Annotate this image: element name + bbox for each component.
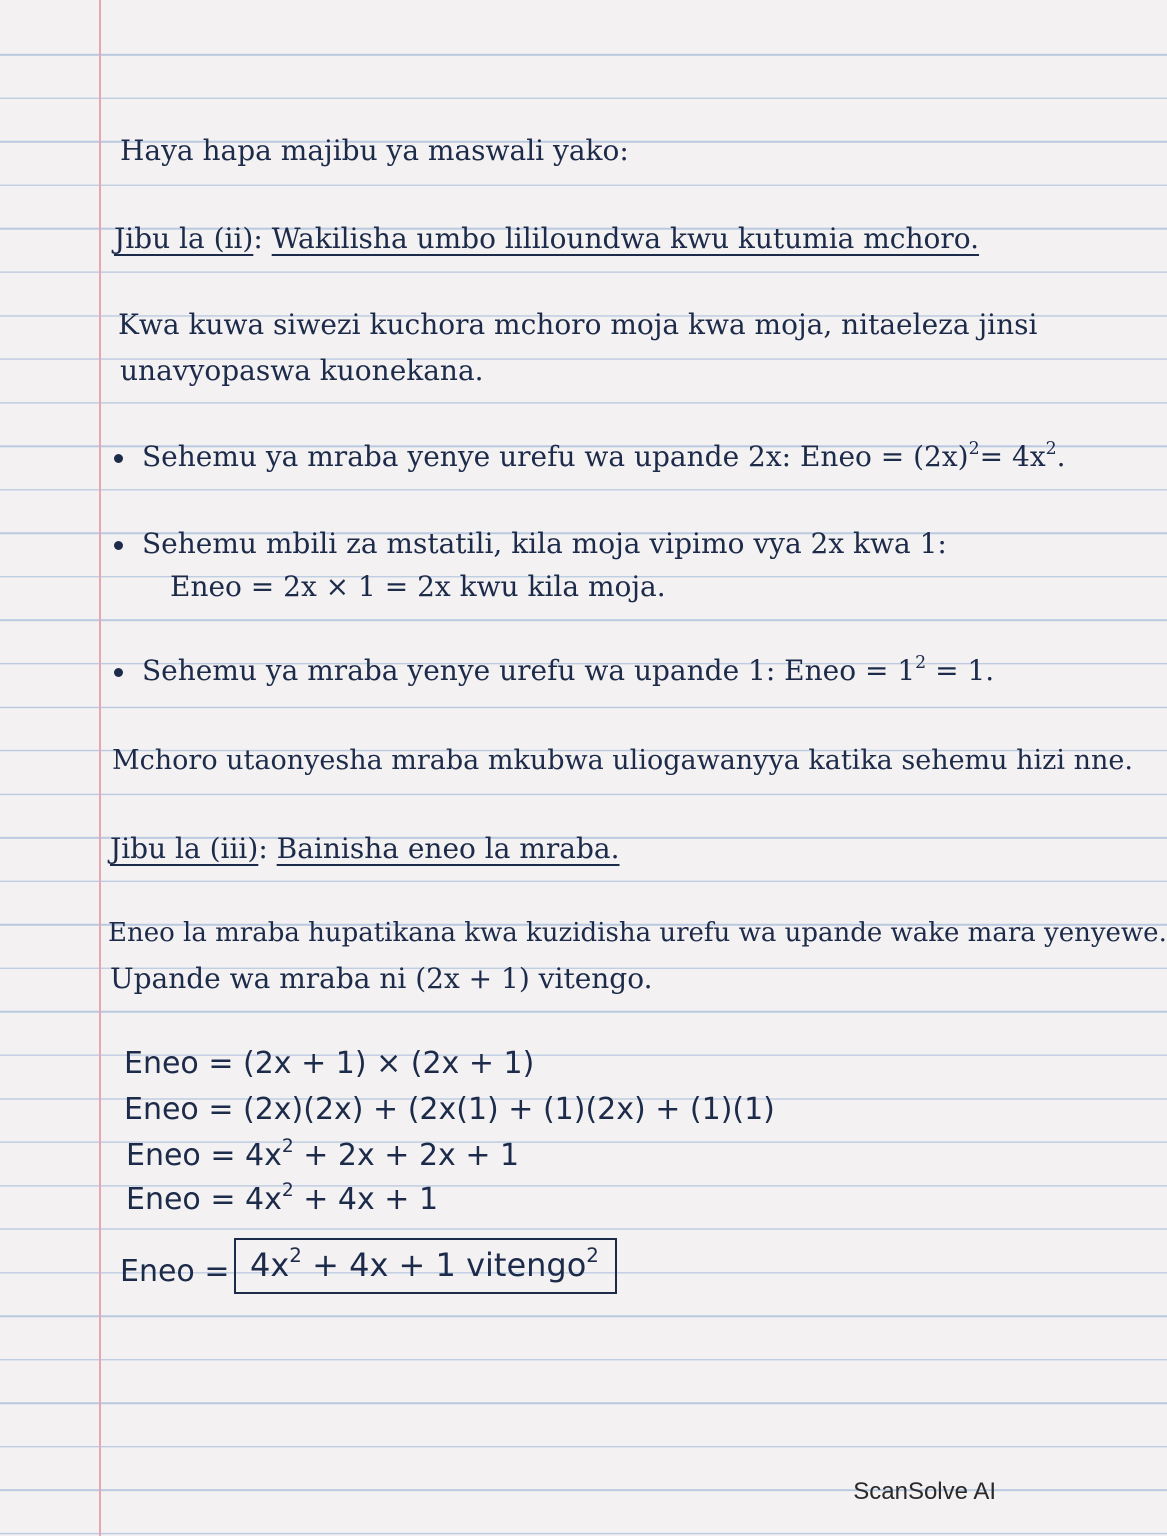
bullet-3-text — [142, 654, 994, 688]
bullet-dot-3 — [114, 668, 123, 677]
equation-step-4-rest: + 4x + 1 — [303, 1182, 439, 1217]
bullet-1-result: = 4x — [979, 440, 1046, 473]
final-answer-exponent: 2 — [289, 1244, 302, 1268]
equation-step-4-lead: Eneo = 4x — [126, 1182, 282, 1217]
answer-ii-paragraph-line1: Kwa kuwa siwezi kuchora mchoro moja kwa moja, nitaeleza jinsi — [118, 308, 1038, 341]
scansolve-watermark: ScanSolve AI — [853, 1478, 996, 1505]
bullet-3-exponent: 2 — [915, 652, 927, 673]
bullet-2-line1: Sehemu mbili za mstatili, kila moja vipimo vya 2x kwa 1: — [142, 527, 947, 560]
answer-ii-paragraph-line2: unavyopaswa kuonekana. — [120, 354, 484, 387]
bullet-3-result: = 1. — [935, 654, 995, 687]
bullet-1-main: Sehemu ya mraba yenye urefu wa upande 2x: Eneo = (2x) — [142, 440, 969, 473]
answer-ii-label: Jibu la (ii) — [114, 222, 254, 255]
intro-text: Haya hapa majibu ya maswali yako: — [120, 134, 629, 167]
notebook-margin-line — [99, 0, 101, 1536]
equation-step-4 — [126, 1179, 439, 1217]
answer-ii-title: Wakilisha umbo lililoundwa kwu kutumia mchoro. — [271, 222, 980, 255]
answer-iii-title: Bainisha eneo la mraba. — [276, 832, 620, 865]
bullet-1-text — [142, 440, 1066, 474]
answer-iii-paragraph-line1: Eneo la mraba hupatikana kwa kuzidisha urefu wa upande wake mara yenyewe. — [108, 918, 1167, 948]
final-answer-box — [234, 1238, 617, 1294]
final-answer-unit-exponent: 2 — [586, 1244, 599, 1268]
equation-step-3-rest: + 2x + 2x + 1 — [303, 1138, 520, 1173]
final-answer-lead: 4x — [250, 1246, 290, 1284]
answer-ii-colon: : — [253, 222, 272, 255]
answer-ii-heading — [114, 222, 979, 256]
equation-step-3 — [126, 1135, 520, 1173]
answer-iii-paragraph-line2: Upande wa mraba ni (2x + 1) vitengo. — [110, 962, 653, 995]
bullet-1-period: . — [1056, 440, 1066, 473]
equation-step-2: Eneo = (2x)(2x) + (2x(1) + (1)(2x) + (1)(1) — [124, 1092, 775, 1127]
equation-step-4-exponent: 2 — [281, 1179, 294, 1201]
equation-step-3-lead: Eneo = 4x — [126, 1138, 282, 1173]
equation-step-3-exponent: 2 — [281, 1135, 294, 1157]
bullet-3-main: Sehemu ya mraba yenye urefu wa upande 1: Eneo = 1 — [142, 654, 916, 687]
bullet-1-result-exponent: 2 — [1045, 438, 1057, 459]
final-answer-rest: + 4x + 1 vitengo — [301, 1246, 587, 1284]
answer-iii-heading — [110, 832, 620, 866]
bullet-2-line2: Eneo = 2x × 1 = 2x kwu kila moja. — [170, 570, 666, 603]
answer-ii-summary: Mchoro utaonyesha mraba mkubwa uliogawanyya katika sehemu hizi nne. — [112, 745, 1133, 776]
bullet-1-exponent: 2 — [968, 438, 980, 459]
answer-iii-colon: : — [258, 832, 277, 865]
equation-step-1: Eneo = (2x + 1) × (2x + 1) — [124, 1046, 535, 1081]
bullet-dot-1 — [114, 454, 123, 463]
answer-iii-label: Jibu la (iii) — [110, 832, 259, 865]
final-answer-label: Eneo = — [120, 1254, 230, 1289]
bullet-dot-2 — [114, 541, 123, 550]
